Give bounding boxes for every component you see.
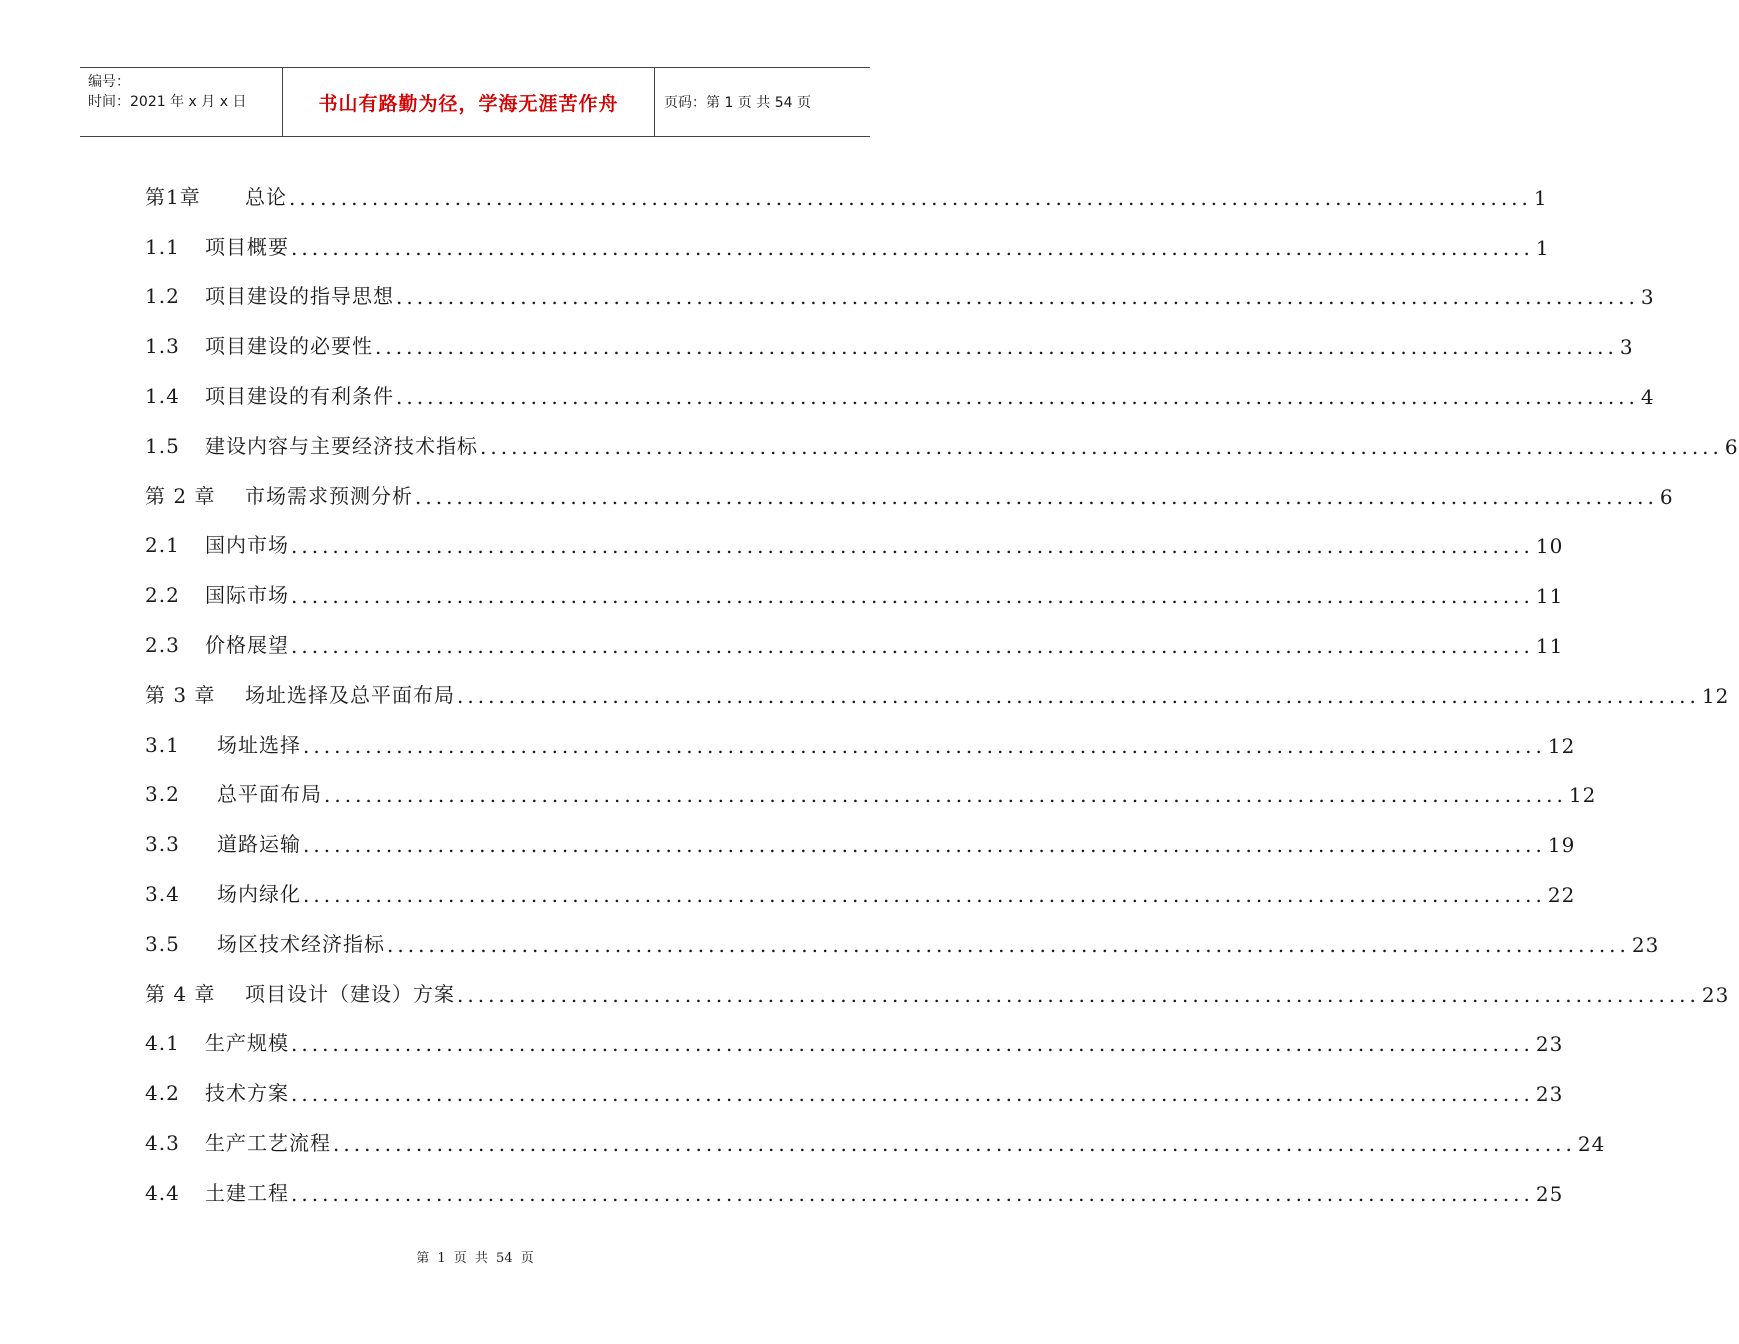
toc-entry-page: 1 xyxy=(1533,185,1548,210)
toc-dot-leader: ........................................................................................................................ xyxy=(291,1032,1534,1057)
toc-entry-page: 6 xyxy=(1724,434,1739,459)
toc-entry[interactable] xyxy=(145,857,1576,907)
toc-entry[interactable] xyxy=(145,509,1564,559)
header-divider xyxy=(654,68,655,136)
toc-entry-text: 国内市场 xyxy=(205,533,289,558)
toc-entry-title xyxy=(145,280,394,309)
toc-entry[interactable] xyxy=(145,957,1730,1007)
toc-entry-number: 3.2 xyxy=(145,782,180,807)
toc-entry-number: 3.1 xyxy=(145,732,180,757)
toc-dot-leader: ........................................................................................................................ xyxy=(387,932,1630,957)
toc-entry-text: 项目建设的必要性 xyxy=(205,334,373,359)
toc-entry-page: 19 xyxy=(1547,833,1576,858)
toc-entry-title xyxy=(145,679,455,708)
toc-dot-leader: ........................................................................................................................ xyxy=(396,384,1639,409)
toc-entry-title xyxy=(145,1027,289,1056)
toc-dot-leader: ........................................................................................................................ xyxy=(291,1181,1534,1206)
toc-entry-title xyxy=(145,1077,289,1106)
toc-entry-title xyxy=(145,231,289,260)
page-header xyxy=(80,67,870,137)
toc-entry[interactable] xyxy=(145,608,1564,658)
toc-dot-leader: ........................................................................................................................ xyxy=(303,882,1546,907)
toc-entry-title xyxy=(145,878,301,907)
toc-entry-number: 第1章 xyxy=(145,184,201,209)
toc-entry-page: 11 xyxy=(1535,633,1564,658)
toc-entry-title xyxy=(145,181,287,210)
toc-entry-text: 国际市场 xyxy=(205,583,289,608)
toc-entry[interactable] xyxy=(145,409,1739,459)
toc-entry-number: 1.2 xyxy=(145,284,180,309)
toc-dot-leader: ........................................................................................................................ xyxy=(375,335,1618,360)
header-motto: 书山有路勤为径，学海无涯苦作舟 xyxy=(318,92,619,115)
toc-entry[interactable] xyxy=(145,160,1548,210)
toc-entry-number: 第 4 章 xyxy=(145,981,216,1006)
toc-dot-leader: ........................................................................................................................ xyxy=(457,982,1700,1007)
toc-entry-text: 价格展望 xyxy=(205,632,289,657)
toc-entry[interactable] xyxy=(145,758,1597,808)
toc-entry-page: 3 xyxy=(1640,285,1655,310)
toc-entry-number: 2.2 xyxy=(145,583,180,608)
toc-entry-page: 10 xyxy=(1535,534,1564,559)
toc-entry-page: 12 xyxy=(1701,683,1730,708)
toc-entry-text: 场址选择 xyxy=(217,732,301,757)
toc-entry-number: 3.4 xyxy=(145,881,180,906)
toc-dot-leader: ........................................................................................................................ xyxy=(457,683,1700,708)
toc-entry-page: 12 xyxy=(1547,733,1576,758)
toc-entry-title xyxy=(145,529,289,558)
toc-entry-text: 道路运输 xyxy=(217,832,301,857)
toc-entry-number: 1.3 xyxy=(145,334,180,359)
toc-entry[interactable] xyxy=(145,658,1730,708)
toc-entry-page: 11 xyxy=(1535,584,1564,609)
toc-entry-title xyxy=(145,1177,289,1206)
toc-entry-text: 项目概要 xyxy=(205,234,289,259)
toc-entry-text: 场内绿化 xyxy=(217,881,301,906)
toc-dot-leader: ........................................................................................................................ xyxy=(396,285,1639,310)
toc-entry-number: 第 3 章 xyxy=(145,682,216,707)
toc-dot-leader: ........................................................................................................................ xyxy=(291,534,1534,559)
toc-entry-text: 生产工艺流程 xyxy=(205,1130,331,1155)
toc-entry-page: 22 xyxy=(1547,882,1576,907)
toc-entry[interactable] xyxy=(145,1156,1564,1206)
toc-entry-text: 技术方案 xyxy=(205,1081,289,1106)
toc-entry-title xyxy=(145,978,455,1007)
toc-dot-leader: ........................................................................................................................ xyxy=(333,1131,1576,1156)
toc-dot-leader: ........................................................................................................................ xyxy=(303,733,1546,758)
toc-entry-number: 4.2 xyxy=(145,1081,180,1106)
header-meta xyxy=(88,72,246,112)
toc-entry-page: 6 xyxy=(1659,484,1674,509)
toc-entry-title xyxy=(145,579,289,608)
toc-entry-text: 生产规模 xyxy=(205,1031,289,1056)
toc-entry[interactable] xyxy=(145,459,1674,509)
page-footer: 第 1 页 共 54 页 xyxy=(416,1251,534,1266)
toc-entry[interactable] xyxy=(145,558,1564,609)
toc-entry-number: 3.5 xyxy=(145,931,180,956)
toc-entry-text: 市场需求预测分析 xyxy=(245,483,413,508)
toc-entry-title xyxy=(145,380,394,409)
header-page-info: 页码：第 1 页 共 54 页 xyxy=(664,95,811,111)
toc-entry-title xyxy=(145,1127,331,1156)
toc-entry-page: 1 xyxy=(1535,235,1550,260)
toc-entry-number: 1.1 xyxy=(145,234,180,259)
toc-entry[interactable] xyxy=(145,1007,1564,1057)
table-of-contents xyxy=(145,160,1739,1206)
toc-entry-page: 23 xyxy=(1701,982,1730,1007)
toc-entry[interactable] xyxy=(145,907,1660,957)
toc-entry-number: 1.4 xyxy=(145,383,180,408)
toc-entry-title xyxy=(145,828,301,857)
toc-entry-page: 12 xyxy=(1568,783,1597,808)
toc-dot-leader: ........................................................................................................................ xyxy=(291,584,1534,609)
toc-entry-title xyxy=(145,480,413,509)
toc-entry-text: 项目建设的指导思想 xyxy=(205,284,394,309)
toc-entry[interactable] xyxy=(145,359,1655,409)
toc-dot-leader: ........................................................................................................................ xyxy=(303,833,1546,858)
toc-entry-title xyxy=(145,778,322,807)
toc-entry[interactable] xyxy=(145,210,1550,260)
toc-entry[interactable] xyxy=(145,1106,1606,1156)
toc-entry-text: 项目建设的有利条件 xyxy=(205,383,394,408)
toc-entry-number: 4.4 xyxy=(145,1180,180,1205)
toc-dot-leader: ........................................................................................................................ xyxy=(291,1082,1534,1107)
toc-entry[interactable] xyxy=(145,1056,1564,1107)
toc-entry-page: 3 xyxy=(1619,335,1634,360)
toc-dot-leader: ........................................................................................................................ xyxy=(289,185,1532,210)
toc-entry[interactable] xyxy=(145,807,1576,858)
toc-dot-leader: ........................................................................................................................ xyxy=(324,783,1567,808)
toc-entry-text: 场址选择及总平面布局 xyxy=(245,682,455,707)
toc-entry-number: 4.1 xyxy=(145,1031,180,1056)
toc-entry-number: 2.1 xyxy=(145,533,180,558)
toc-entry-text: 总论 xyxy=(245,184,287,209)
toc-entry-number: 4.3 xyxy=(145,1130,180,1155)
toc-entry-number: 第 2 章 xyxy=(145,483,216,508)
toc-entry-page: 23 xyxy=(1535,1032,1564,1057)
toc-entry-number: 1.5 xyxy=(145,433,180,458)
toc-entry-page: 23 xyxy=(1535,1082,1564,1107)
toc-entry-title xyxy=(145,928,385,957)
toc-dot-leader: ........................................................................................................................ xyxy=(291,235,1534,260)
toc-entry[interactable] xyxy=(145,260,1655,310)
toc-entry[interactable] xyxy=(145,708,1576,758)
toc-entry-page: 25 xyxy=(1535,1181,1564,1206)
toc-entry-title xyxy=(145,629,289,658)
toc-entry-text: 土建工程 xyxy=(205,1180,289,1205)
toc-entry-title xyxy=(145,430,478,459)
toc-entry-title xyxy=(145,330,373,359)
toc-entry-text: 项目设计（建设）方案 xyxy=(245,981,455,1006)
toc-entry-page: 24 xyxy=(1577,1131,1606,1156)
toc-dot-leader: ........................................................................................................................ xyxy=(415,484,1658,509)
toc-entry-page: 4 xyxy=(1640,384,1655,409)
toc-entry[interactable] xyxy=(145,309,1634,360)
code-label: 编号： xyxy=(88,74,130,90)
toc-entry-title xyxy=(145,729,301,758)
toc-dot-leader: ........................................................................................................................ xyxy=(480,434,1723,459)
toc-entry-text: 场区技术经济指标 xyxy=(217,931,385,956)
toc-entry-text: 建设内容与主要经济技术指标 xyxy=(205,433,478,458)
toc-entry-number: 2.3 xyxy=(145,632,180,657)
toc-entry-text: 总平面布局 xyxy=(217,782,322,807)
time-label: 时间：2021 年 x 月 x 日 xyxy=(88,94,247,110)
toc-entry-number: 3.3 xyxy=(145,832,180,857)
toc-dot-leader: ........................................................................................................................ xyxy=(291,633,1534,658)
toc-entry-page: 23 xyxy=(1631,932,1660,957)
